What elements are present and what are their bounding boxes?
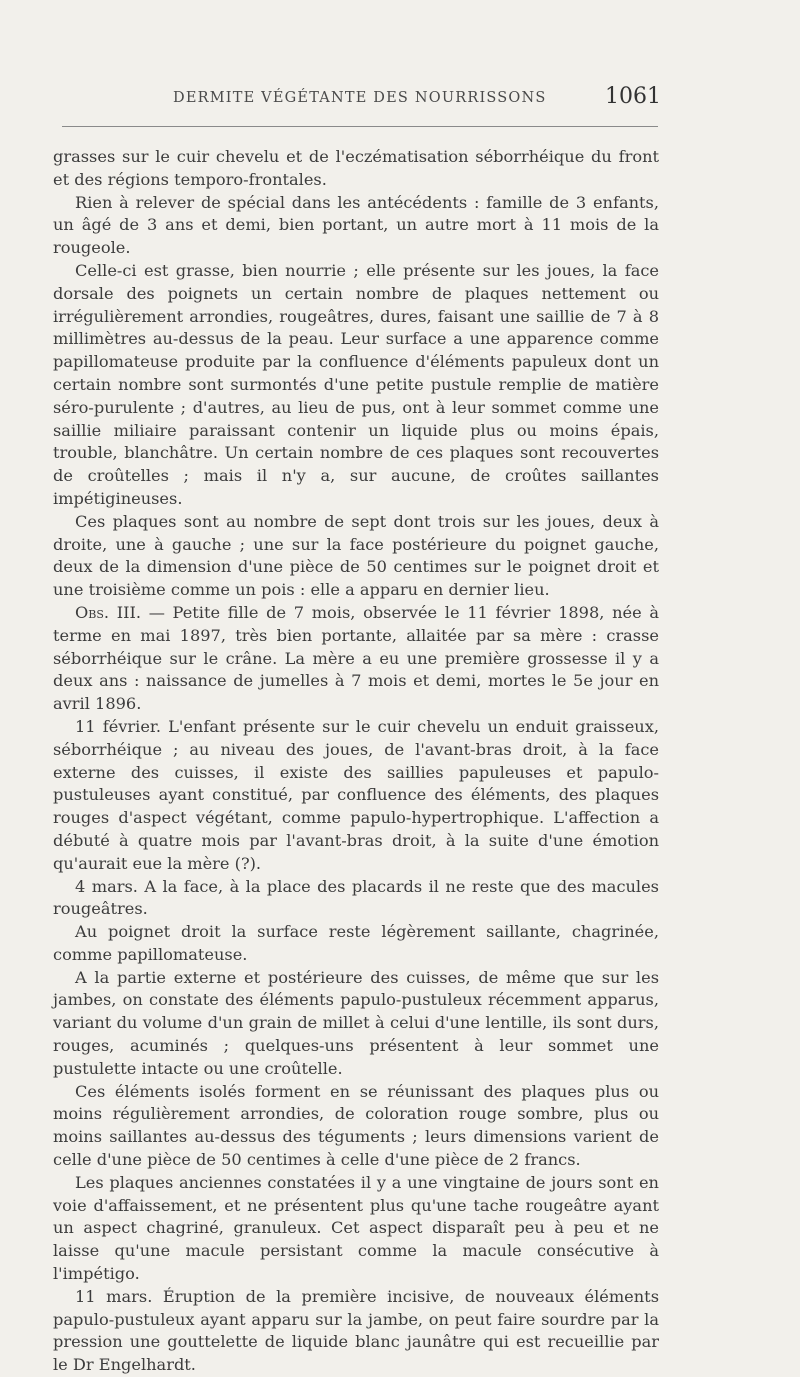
paragraph: 11 février. L'enfant présente sur le cuir chevelu un enduit graisseux, séborrhéique ; au niveau des joues, de l'avant-bras droit, à la face externe des cuisses, il existe des saillies papuleuses et papulo-pustuleuses ayant constitué, par confluence des éléments, des plaques rouges d'aspect végétant, comme papulo-hypertrophique. L'affection a débuté à quatre mois par l'avant-bras droit, à la suite d'une émotion qu'aurait eue la mère (?). xyxy=(53,716,659,873)
page-header xyxy=(55,84,663,114)
paragraph: Ces éléments isolés forment en se réunissant des plaques plus ou moins régulièrement arrondies, de coloration rouge sombre, plus ou moins saillantes au-dessus des téguments ; leurs dimensions varient de celle d'une pièce de 50 centimes à celle d'une pièce de 2 francs. xyxy=(53,1081,659,1170)
paragraph: Ces plaques sont au nombre de sept dont trois sur les joues, deux à droite, une à gauche ; une sur la face postérieure du poignet gauche, deux de la dimension d'une pièce de 50 centimes sur le poignet droit et une troisième comme un pois : elle a apparu en dernier lieu. xyxy=(53,511,659,600)
page-body xyxy=(53,146,659,1377)
running-title: DERMITE VÉGÉTANTE DES NOURRISSONS xyxy=(173,90,547,106)
paragraph: Les plaques anciennes constatées il y a une vingtaine de jours sont en voie d'affaissement, et ne présentent plus qu'une tache rougeâtre ayant un aspect chagriné, granuleux. Cet aspect disparaît peu à peu et ne laisse qu'une macule persistant comme la macule consécutive à l'impétigo. xyxy=(53,1172,659,1284)
observation-paragraph xyxy=(53,602,659,716)
paragraph: A la partie externe et postérieure des cuisses, de même que sur les jambes, on constate des éléments papulo-pustuleux récemment apparus, variant du volume d'un grain de millet à celui d'une lentille, ils sont durs, rouges, acuminés ; quelques-uns présentent à leur sommet une pustulette intacte ou une croûtelle. xyxy=(53,967,659,1078)
observation-text: — Petite fille de 7 mois, observée le 11 février 1898, née à terme en mai 1897, très bien portante, allaitée par sa mère : crasse séborrhéique sur le crâne. La mère a eu une première grossesse il y a deux ans : naissance de jumelles à 7 mois et demi, mortes le 5e jour en avril 1896. xyxy=(53,602,659,714)
page-number: 1061 xyxy=(605,84,661,109)
paragraph: grasses sur le cuir chevelu et de l'eczématisation séborrhéique du front et des régions temporo-frontales. xyxy=(53,147,659,189)
observation-label: Obs. III. xyxy=(75,602,142,622)
paragraph: Au poignet droit la surface reste légèrement saillante, chagrinée, comme papillomateuse. xyxy=(53,922,659,964)
paragraph: 11 mars. Éruption de la première incisive, de nouveaux éléments papulo-pustuleux ayant apparu sur la jambe, on peut faire sourdre par la pression une gouttelette de liquide blanc jaunâtre qui est recueillie par le Dr Engelhardt. xyxy=(53,1286,659,1375)
header-rule xyxy=(62,126,658,127)
paragraph: Rien à relever de spécial dans les antécédents : famille de 3 enfants, un âgé de 3 ans et demi, bien portant, un autre mort à 11 mois de la rougeole. xyxy=(53,192,659,258)
paragraph: Celle-ci est grasse, bien nourrie ; elle présente sur les joues, la face dorsale des poignets un certain nombre de plaques nettement ou irrégulièrement arrondies, rougeâtres, dures, faisant une saillie de 7 à 8 millimètres au-dessus de la peau. Leur surface a une apparence comme papillomateuse produite par la confluence d'éléments papuleux dont un certain nombre sont surmontés d'une petite pustule remplie de matière séro-purulente ; d'autres, au lieu de pus, ont à leur sommet comme une saillie miliaire paraissant contenir un liquide plus ou moins épais, trouble, blanchâtre. Un certain nombre de ces plaques sont recouvertes de croûtelles ; mais il n'y a, sur aucune, de croûtes saillantes impétigineuses. xyxy=(53,260,659,508)
paragraph: 4 mars. A la face, à la place des placards il ne reste que des macules rougeâtres. xyxy=(53,876,659,919)
